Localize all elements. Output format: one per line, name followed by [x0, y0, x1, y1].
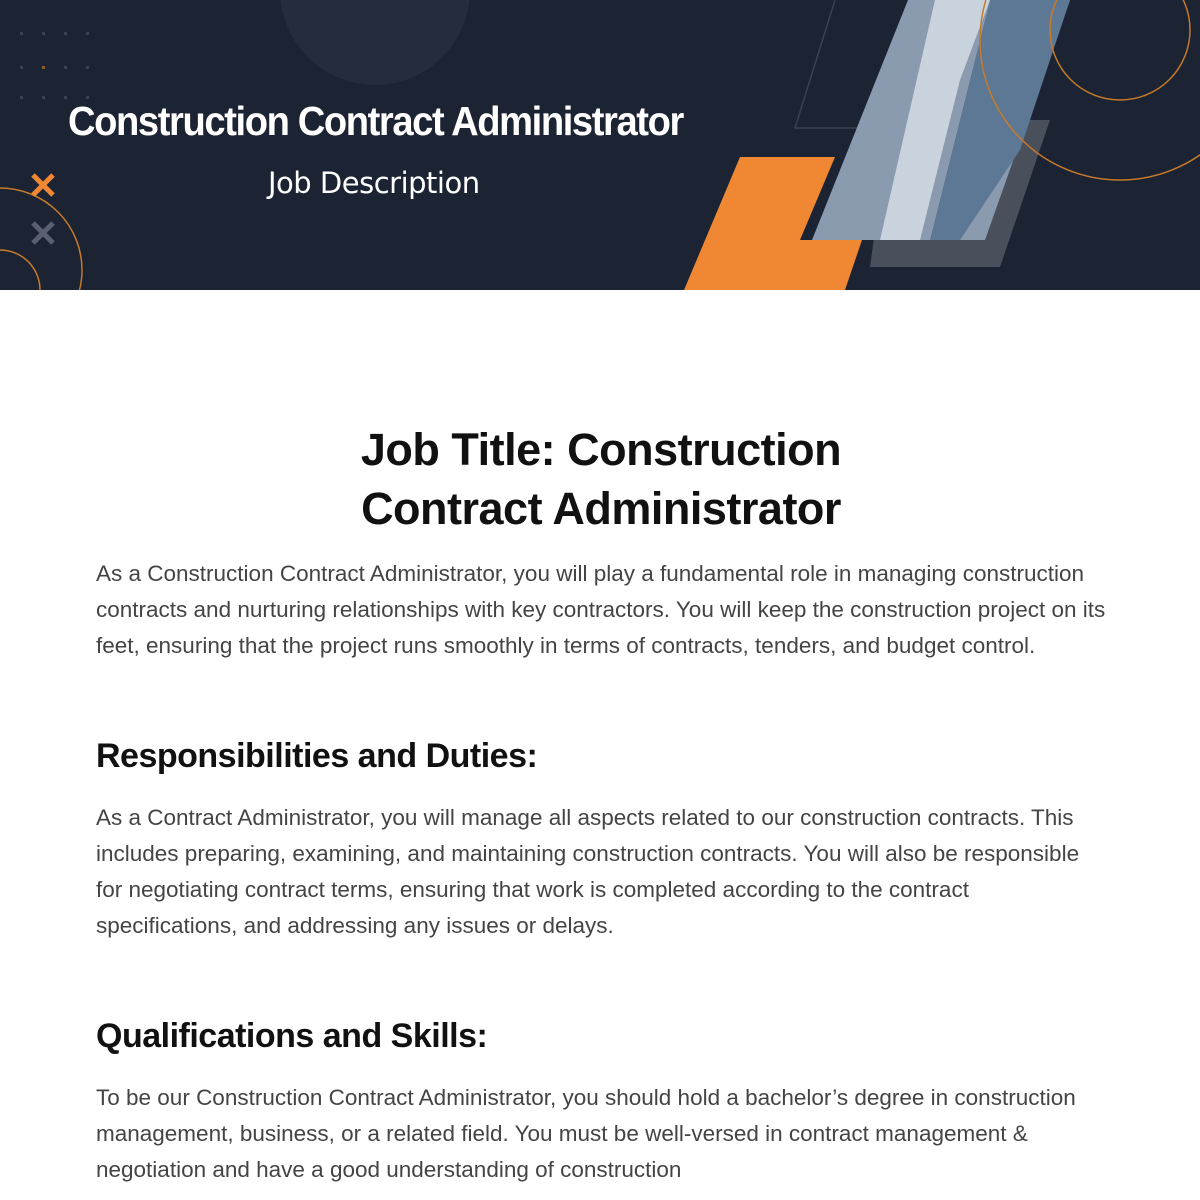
- responsibilities-heading: Responsibilities and Duties:: [96, 737, 538, 775]
- header-banner: [0, 0, 1200, 290]
- job-title-heading: Job Title: Construction Contract Administrator: [360, 424, 842, 534]
- intro-paragraph: As a Construction Contract Administrator, you will play a fundamental role in managing construction contracts and nurturing relationships with key contractors. You will keep the construction project on its feet, ensuring that the project runs smoothly in terms of contracts, tenders, and budget control.: [96, 561, 1106, 658]
- qualifications-heading: Qualifications and Skills:: [96, 1017, 488, 1055]
- banner-title: Construction Contract Administrator: [68, 98, 683, 144]
- banner-subtitle: Job Description: [268, 166, 480, 200]
- close-x-gray-icon: [30, 220, 56, 246]
- banner-decoration: [0, 0, 1200, 290]
- close-x-orange-icon: [30, 172, 56, 198]
- qualifications-paragraph: To be our Construction Contract Administrator, you should hold a bachelor’s degree in construction management, business, or a related field. You must be well-versed in contract management & negotiation and have a good understanding of construction: [96, 1085, 1076, 1182]
- responsibilities-paragraph: As a Contract Administrator, you will manage all aspects related to our construction contracts. This includes preparing, examining, and maintaining construction contracts. You will also be responsible for negotiating contract terms, ensuring that work is completed according to the contract specifications, and addressing any issues or delays.: [96, 805, 1080, 938]
- document-body: [96, 420, 1106, 1188]
